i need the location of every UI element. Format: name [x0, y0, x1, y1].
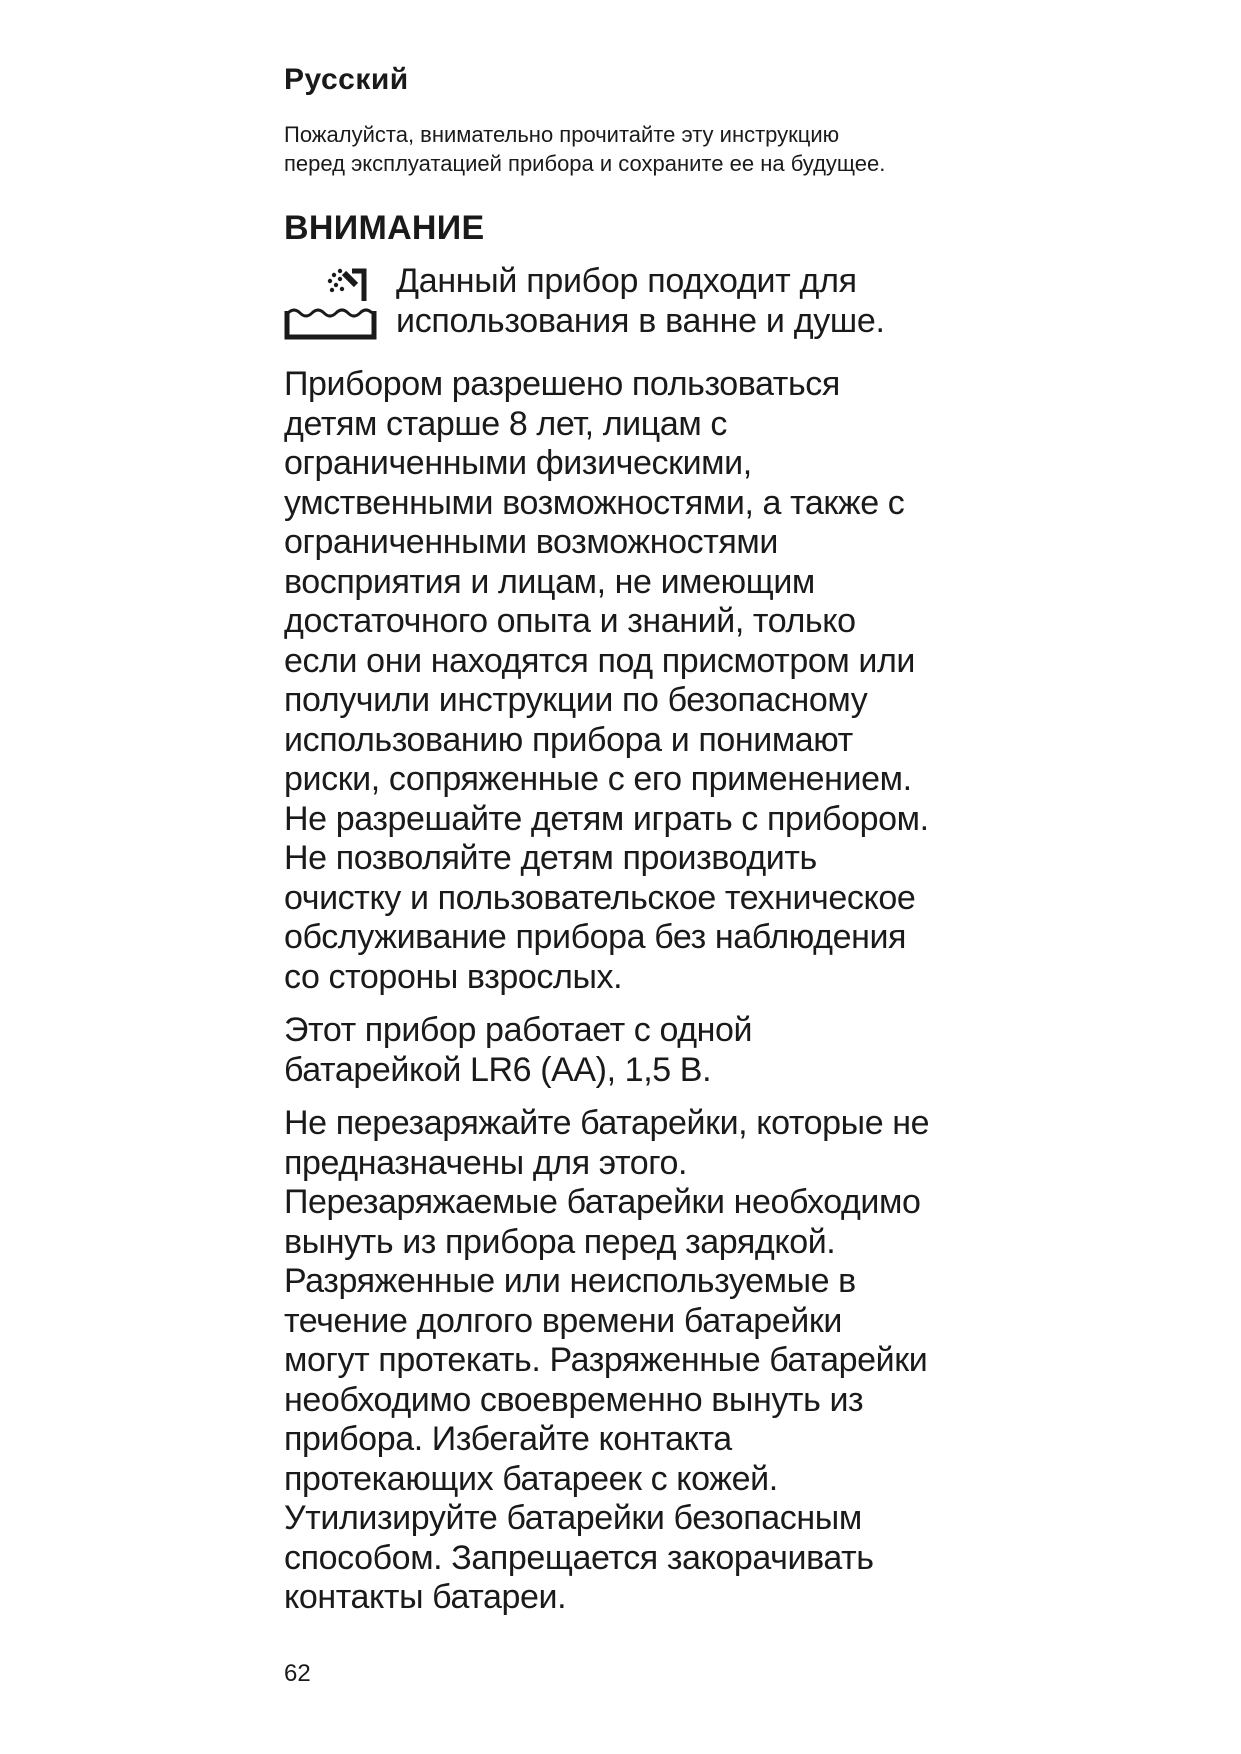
intro-text: Пожалуйста, внимательно прочитайте эту инструкцию перед эксплуатацией прибора и сохраните ее на будущее.: [284, 122, 886, 176]
document-page: [284, 62, 984, 1618]
bath-shower-icon: [284, 263, 378, 343]
language-heading: Русский: [284, 63, 409, 96]
bath-usage-text: Данный прибор подходит для использования в ванне и душе.: [396, 262, 885, 341]
battery-warning-paragraph: Не перезаряжайте батарейки, которые не предназначены для этого. Перезаряжаемые батарейки необходимо вынуть из прибора перед зарядкой. Разряженные или неиспользуемые в течение долгого времени батарейки могут протекать. Разряженные батарейки необходимо своевременно вынуть из прибора. Избегайте контакта протекающих батареек с кожей. Утилизируйте батарейки безопасным способом. Запрещается закорачивать контакты батареи.: [284, 1104, 930, 1617]
warning-heading: ВНИМАНИЕ: [284, 209, 485, 247]
children-usage-paragraph: Прибором разрешено пользоваться детям старше 8 лет, лицам с ограниченными физическими, умственными возможностями, а также с ограниченными возможностями восприятия и лицам, не имеющим достаточного опыта и знаний, только если они находятся под присмотром или получили инструкции по безопасному использованию прибора и понимают риски, сопряженные с его применением. Не разрешайте детям играть с прибором. Не позволяйте детям производить очистку и пользовательское техническое обслуживание прибора без наблюдения со стороны взрослых.: [284, 365, 929, 996]
page-number: 62: [284, 1660, 311, 1687]
bath-usage-notice: [284, 261, 984, 343]
battery-info-paragraph: Этот прибор работает с одной батарейкой LR6 (AA), 1,5 В.: [284, 1011, 753, 1089]
